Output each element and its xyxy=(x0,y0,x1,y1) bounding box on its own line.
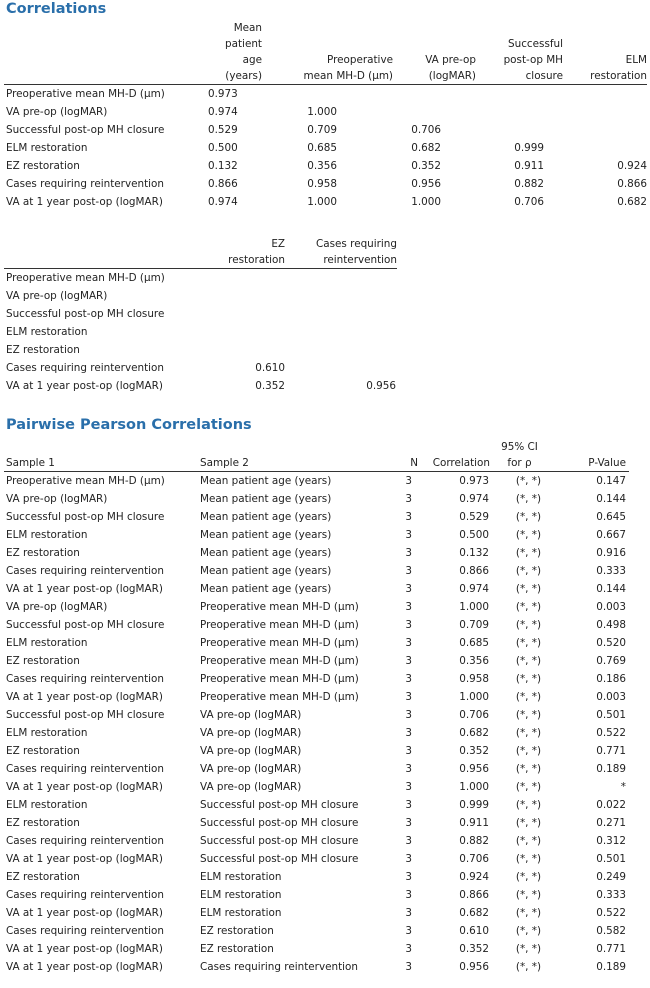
correlation-cell: 0.866 xyxy=(459,565,489,577)
matrix-cell xyxy=(476,85,563,104)
sample2-cell: VA pre-op (logMAR) xyxy=(200,727,302,739)
matrix-cell: 0.529 xyxy=(208,124,238,136)
matrix-row-label: Successful post-op MH closure xyxy=(6,308,165,320)
matrix-1-col-header: Successful post-op MH closure xyxy=(476,20,563,85)
pvalue-cell: 0.769 xyxy=(596,655,626,667)
pvalue-cell: 0.771 xyxy=(596,943,626,955)
matrix-row-label: EZ restoration xyxy=(6,160,80,172)
matrix-cell: 0.866 xyxy=(208,178,238,190)
matrix-cell: 0.866 xyxy=(617,178,647,190)
pvalue-cell: 0.333 xyxy=(596,889,626,901)
ci-cell: (*, *) xyxy=(515,835,541,847)
sample1-cell: Cases requiring reintervention xyxy=(6,673,164,685)
correlations-title: Correlations xyxy=(6,1,107,17)
correlation-cell: 0.956 xyxy=(459,763,489,775)
ci-cell: (*, *) xyxy=(515,709,541,721)
sample2-cell: ELM restoration xyxy=(200,889,282,901)
sample1-cell: EZ restoration xyxy=(6,871,80,883)
matrix-1-row xyxy=(4,85,647,104)
correlation-cell: 0.882 xyxy=(459,835,489,847)
sample2-cell: VA pre-op (logMAR) xyxy=(200,763,302,775)
correlation-cell: 0.706 xyxy=(459,853,489,865)
matrix-cell: 0.500 xyxy=(208,142,238,154)
matrix-row-label: VA pre-op (logMAR) xyxy=(6,106,108,118)
pairwise-row xyxy=(4,778,629,796)
matrix-cell xyxy=(208,287,285,305)
matrix-cell: 0.882 xyxy=(514,178,544,190)
matrix-row-label: VA at 1 year post-op (logMAR) xyxy=(6,380,163,392)
matrix-cell xyxy=(476,103,563,121)
pvalue-cell: 0.520 xyxy=(596,637,626,649)
pairwise-row xyxy=(4,544,629,562)
correlation-cell: 0.500 xyxy=(459,529,489,541)
sample2-cell: Preoperative mean MH-D (µm) xyxy=(200,655,359,667)
matrix-2-col-header: EZ restoration xyxy=(208,236,285,269)
pairwise-row xyxy=(4,868,629,886)
sample2-cell: EZ restoration xyxy=(200,925,274,937)
ci-cell: (*, *) xyxy=(515,853,541,865)
sample1-cell: VA pre-op (logMAR) xyxy=(6,601,108,613)
matrix-2-row xyxy=(4,269,397,288)
matrix-cell xyxy=(563,85,647,104)
sample2-cell: Preoperative mean MH-D (µm) xyxy=(200,601,359,613)
pairwise-row xyxy=(4,598,629,616)
matrix-2-row xyxy=(4,341,397,359)
correlation-cell: 0.610 xyxy=(459,925,489,937)
pairwise-row xyxy=(4,652,629,670)
matrix-cell: 0.974 xyxy=(208,196,238,208)
matrix-cell: 0.973 xyxy=(208,88,238,100)
ci-cell: (*, *) xyxy=(515,727,541,739)
pvalue-header: P-Value xyxy=(549,455,629,472)
correlation-cell: 0.682 xyxy=(459,907,489,919)
matrix-cell: 0.706 xyxy=(411,124,441,136)
matrix-row-label: ELM restoration xyxy=(6,326,88,338)
matrix-cell xyxy=(208,341,285,359)
ci-cell: (*, *) xyxy=(515,745,541,757)
matrix-cell xyxy=(208,323,285,341)
pvalue-cell: 0.003 xyxy=(596,691,626,703)
pvalue-cell: 0.186 xyxy=(596,673,626,685)
correlation-cell: 0.974 xyxy=(459,493,489,505)
matrix-cell xyxy=(285,287,397,305)
matrix-cell: 1.000 xyxy=(307,196,337,208)
pairwise-header-row xyxy=(4,455,629,472)
ci-cell: (*, *) xyxy=(515,691,541,703)
pairwise-row xyxy=(4,508,629,526)
pairwise-row xyxy=(4,670,629,688)
pvalue-cell: 0.333 xyxy=(596,565,626,577)
ci-cell: (*, *) xyxy=(515,925,541,937)
ci-cell: (*, *) xyxy=(515,889,541,901)
sample2-cell: Successful post-op MH closure xyxy=(200,853,359,865)
correlation-cell: 0.973 xyxy=(459,475,489,487)
sample1-cell: VA pre-op (logMAR) xyxy=(6,493,108,505)
n-cell: 3 xyxy=(405,781,412,793)
n-cell: 3 xyxy=(405,565,412,577)
correlation-cell: 0.356 xyxy=(459,655,489,667)
pairwise-table xyxy=(4,439,629,976)
correlation-cell: 0.958 xyxy=(459,673,489,685)
sample2-cell: Cases requiring reintervention xyxy=(200,961,358,973)
n-cell: 3 xyxy=(405,763,412,775)
n-cell: 3 xyxy=(405,745,412,757)
n-cell: 3 xyxy=(405,853,412,865)
sample2-cell: VA pre-op (logMAR) xyxy=(200,745,302,757)
matrix-1-col-header: VA pre-op (logMAR) xyxy=(393,20,476,85)
sample1-cell: Cases requiring reintervention xyxy=(6,835,164,847)
matrix-cell: 0.956 xyxy=(411,178,441,190)
matrix-cell xyxy=(476,121,563,139)
matrix-1-row xyxy=(4,193,647,211)
matrix-cell: 0.958 xyxy=(307,178,337,190)
matrix-2-row xyxy=(4,323,397,341)
matrix-cell: 0.132 xyxy=(208,160,238,172)
ci-cell: (*, *) xyxy=(515,529,541,541)
n-cell: 3 xyxy=(405,511,412,523)
sample1-cell: VA at 1 year post-op (logMAR) xyxy=(6,853,163,865)
correlation-cell: 0.974 xyxy=(459,583,489,595)
correlation-cell: 0.529 xyxy=(459,511,489,523)
sample1-cell: Successful post-op MH closure xyxy=(6,511,165,523)
matrix-2-row xyxy=(4,359,397,377)
sample2-cell: Mean patient age (years) xyxy=(200,493,332,505)
correlation-cell: 0.866 xyxy=(459,889,489,901)
matrix-cell xyxy=(285,341,397,359)
matrix-2-row xyxy=(4,305,397,323)
n-cell: 3 xyxy=(405,475,412,487)
pairwise-row xyxy=(4,562,629,580)
correlation-cell: 0.924 xyxy=(459,871,489,883)
pvalue-cell: 0.312 xyxy=(596,835,626,847)
matrix-1-row xyxy=(4,139,647,157)
sample2-cell: VA pre-op (logMAR) xyxy=(200,709,302,721)
sample1-cell: Cases requiring reintervention xyxy=(6,763,164,775)
pairwise-row xyxy=(4,526,629,544)
pvalue-cell: 0.645 xyxy=(596,511,626,523)
n-cell: 3 xyxy=(405,925,412,937)
ci-cell: (*, *) xyxy=(515,655,541,667)
pvalue-cell: 0.522 xyxy=(596,907,626,919)
correlation-cell: 0.132 xyxy=(459,547,489,559)
pairwise-row xyxy=(4,850,629,868)
sample2-cell: Preoperative mean MH-D (µm) xyxy=(200,619,359,631)
sample1-cell: VA at 1 year post-op (logMAR) xyxy=(6,907,163,919)
sample2-cell: VA pre-op (logMAR) xyxy=(200,781,302,793)
ci-cell: (*, *) xyxy=(515,781,541,793)
sample1-cell: Cases requiring reintervention xyxy=(6,889,164,901)
matrix-row-label: VA pre-op (logMAR) xyxy=(6,290,108,302)
matrix-cell: 0.999 xyxy=(514,142,544,154)
correlation-cell: 0.706 xyxy=(459,709,489,721)
sample2-cell: Preoperative mean MH-D (µm) xyxy=(200,673,359,685)
matrix-1-col-header: ELM restoration xyxy=(563,20,647,85)
matrix-row-label: VA at 1 year post-op (logMAR) xyxy=(6,196,163,208)
pvalue-cell: * xyxy=(620,781,626,793)
sample2-cell: Mean patient age (years) xyxy=(200,529,332,541)
n-cell: 3 xyxy=(405,835,412,847)
matrix-cell xyxy=(262,85,393,104)
sample2-cell: ELM restoration xyxy=(200,907,282,919)
sample2-cell: Preoperative mean MH-D (µm) xyxy=(200,691,359,703)
ci-cell: (*, *) xyxy=(515,961,541,973)
matrix-cell xyxy=(208,269,285,288)
ci-cell: (*, *) xyxy=(515,763,541,775)
matrix-row-label: ELM restoration xyxy=(6,142,88,154)
sample2-cell: ELM restoration xyxy=(200,871,282,883)
pvalue-cell: 0.501 xyxy=(596,709,626,721)
matrix-cell xyxy=(393,85,476,104)
sample2-cell: Mean patient age (years) xyxy=(200,511,332,523)
ci-cell: (*, *) xyxy=(515,799,541,811)
pvalue-cell: 0.249 xyxy=(596,871,626,883)
sample1-cell: Successful post-op MH closure xyxy=(6,619,165,631)
sample1-cell: EZ restoration xyxy=(6,547,80,559)
sample1-cell: Successful post-op MH closure xyxy=(6,709,165,721)
matrix-1-col-header: Preoperative mean MH-D (µm) xyxy=(262,20,393,85)
n-cell: 3 xyxy=(405,691,412,703)
pairwise-row xyxy=(4,490,629,508)
pairwise-row xyxy=(4,940,629,958)
matrix-1-row xyxy=(4,157,647,175)
n-cell: 3 xyxy=(405,889,412,901)
matrix-2-header-row xyxy=(4,236,397,269)
pairwise-row xyxy=(4,904,629,922)
correlation-header: Correlation xyxy=(418,455,490,472)
ci-cell: (*, *) xyxy=(515,619,541,631)
matrix-cell: 0.356 xyxy=(307,160,337,172)
sample1-cell: ELM restoration xyxy=(6,727,88,739)
sample2-cell: EZ restoration xyxy=(200,943,274,955)
sample2-cell: Preoperative mean MH-D (µm) xyxy=(200,637,359,649)
n-cell: 3 xyxy=(405,799,412,811)
matrix-cell: 0.706 xyxy=(514,196,544,208)
pvalue-cell: 0.771 xyxy=(596,745,626,757)
pvalue-cell: 0.147 xyxy=(596,475,626,487)
matrix-cell: 0.352 xyxy=(411,160,441,172)
n-cell: 3 xyxy=(405,619,412,631)
pairwise-row xyxy=(4,958,629,976)
pvalue-cell: 0.498 xyxy=(596,619,626,631)
n-cell: 3 xyxy=(405,493,412,505)
matrix-cell: 0.610 xyxy=(255,362,285,374)
correlation-cell: 0.956 xyxy=(459,961,489,973)
correlation-cell: 1.000 xyxy=(459,691,489,703)
pvalue-cell: 0.916 xyxy=(596,547,626,559)
pvalue-cell: 0.189 xyxy=(596,961,626,973)
pvalue-cell: 0.582 xyxy=(596,925,626,937)
n-cell: 3 xyxy=(405,907,412,919)
pairwise-row xyxy=(4,724,629,742)
n-cell: 3 xyxy=(405,871,412,883)
sample1-cell: Cases requiring reintervention xyxy=(6,565,164,577)
matrix-2-row xyxy=(4,287,397,305)
matrix-1-header-row xyxy=(4,20,647,85)
n-cell: 3 xyxy=(405,655,412,667)
n-cell: 3 xyxy=(405,601,412,613)
matrix-row-label: Successful post-op MH closure xyxy=(6,124,165,136)
correlation-cell: 1.000 xyxy=(459,601,489,613)
sample1-cell: VA at 1 year post-op (logMAR) xyxy=(6,943,163,955)
matrix-cell xyxy=(285,269,397,288)
pairwise-row xyxy=(4,832,629,850)
matrix-1-row xyxy=(4,121,647,139)
matrix-cell: 1.000 xyxy=(307,106,337,118)
pairwise-row xyxy=(4,616,629,634)
correlation-cell: 0.911 xyxy=(459,817,489,829)
correlation-cell: 0.682 xyxy=(459,727,489,739)
sample1-cell: EZ restoration xyxy=(6,817,80,829)
pairwise-row xyxy=(4,688,629,706)
correlation-cell: 1.000 xyxy=(459,781,489,793)
sample2-cell: Successful post-op MH closure xyxy=(200,835,359,847)
matrix-cell xyxy=(285,323,397,341)
pairwise-row xyxy=(4,760,629,778)
matrix-cell xyxy=(285,305,397,323)
ci-cell: (*, *) xyxy=(515,601,541,613)
sample1-header: Sample 1 xyxy=(4,455,198,472)
n-cell: 3 xyxy=(405,943,412,955)
sample1-cell: Preoperative mean MH-D (µm) xyxy=(6,475,165,487)
sample2-cell: Mean patient age (years) xyxy=(200,583,332,595)
ci-cell: (*, *) xyxy=(515,907,541,919)
sample2-cell: Mean patient age (years) xyxy=(200,565,332,577)
matrix-row-label: Preoperative mean MH-D (µm) xyxy=(6,272,165,284)
pairwise-row xyxy=(4,706,629,724)
sample1-cell: EZ restoration xyxy=(6,655,80,667)
ci-cell: (*, *) xyxy=(515,817,541,829)
matrix-row-label: Preoperative mean MH-D (µm) xyxy=(6,88,165,100)
ci-cell: (*, *) xyxy=(515,511,541,523)
ci-cell: (*, *) xyxy=(515,565,541,577)
pairwise-row xyxy=(4,796,629,814)
sample1-cell: VA at 1 year post-op (logMAR) xyxy=(6,583,163,595)
pairwise-row xyxy=(4,742,629,760)
ci-cell: (*, *) xyxy=(515,943,541,955)
n-cell: 3 xyxy=(405,529,412,541)
matrix-cell: 0.924 xyxy=(617,160,647,172)
correlation-matrix-1 xyxy=(4,20,647,211)
n-cell: 3 xyxy=(405,727,412,739)
matrix-cell: 0.956 xyxy=(366,380,396,392)
matrix-cell: 0.911 xyxy=(514,160,544,172)
matrix-cell: 0.709 xyxy=(307,124,337,136)
correlation-cell: 0.999 xyxy=(459,799,489,811)
pairwise-row xyxy=(4,922,629,940)
matrix-cell: 0.352 xyxy=(255,380,285,392)
matrix-cell xyxy=(208,305,285,323)
ci-cell: (*, *) xyxy=(515,583,541,595)
correlation-cell: 0.352 xyxy=(459,745,489,757)
ci-header-top: 95% CI xyxy=(501,441,538,453)
pairwise-header-top-row xyxy=(4,439,629,455)
ci-cell: (*, *) xyxy=(515,871,541,883)
sample1-cell: ELM restoration xyxy=(6,529,88,541)
pvalue-cell: 0.501 xyxy=(596,853,626,865)
ci-cell: (*, *) xyxy=(515,547,541,559)
matrix-cell xyxy=(285,359,397,377)
ci-cell: (*, *) xyxy=(515,673,541,685)
matrix-row-label: Cases requiring reintervention xyxy=(6,362,164,374)
pairwise-title: Pairwise Pearson Correlations xyxy=(6,417,252,433)
sample1-cell: Cases requiring reintervention xyxy=(6,925,164,937)
sample1-cell: ELM restoration xyxy=(6,637,88,649)
matrix-cell xyxy=(563,139,647,157)
matrix-cell xyxy=(393,103,476,121)
pairwise-row xyxy=(4,634,629,652)
matrix-cell: 0.685 xyxy=(307,142,337,154)
matrix-cell: 0.974 xyxy=(208,106,238,118)
ci-cell: (*, *) xyxy=(515,475,541,487)
pairwise-row xyxy=(4,580,629,598)
pvalue-cell: 0.271 xyxy=(596,817,626,829)
sample2-cell: Mean patient age (years) xyxy=(200,547,332,559)
pairwise-row xyxy=(4,472,629,491)
correlation-matrix-2 xyxy=(4,236,397,395)
sample1-cell: VA at 1 year post-op (logMAR) xyxy=(6,961,163,973)
matrix-cell xyxy=(563,103,647,121)
matrix-2-row xyxy=(4,377,397,395)
matrix-1-corner xyxy=(4,20,208,85)
sample1-cell: EZ restoration xyxy=(6,745,80,757)
pvalue-cell: 0.189 xyxy=(596,763,626,775)
pvalue-cell: 0.022 xyxy=(596,799,626,811)
sample2-header: Sample 2 xyxy=(198,455,390,472)
pairwise-row xyxy=(4,814,629,832)
ci-header-bottom: for ρ xyxy=(490,455,549,472)
matrix-cell: 0.682 xyxy=(411,142,441,154)
pvalue-cell: 0.003 xyxy=(596,601,626,613)
n-cell: 3 xyxy=(405,673,412,685)
ci-cell: (*, *) xyxy=(515,637,541,649)
matrix-2-corner xyxy=(4,236,208,269)
matrix-cell: 0.682 xyxy=(617,196,647,208)
matrix-1-row xyxy=(4,175,647,193)
n-cell: 3 xyxy=(405,817,412,829)
correlation-cell: 0.709 xyxy=(459,619,489,631)
matrix-cell: 1.000 xyxy=(411,196,441,208)
ci-cell: (*, *) xyxy=(515,493,541,505)
pvalue-cell: 0.144 xyxy=(596,493,626,505)
n-cell: 3 xyxy=(405,637,412,649)
n-cell: 3 xyxy=(405,709,412,721)
pvalue-cell: 0.144 xyxy=(596,583,626,595)
pvalue-cell: 0.522 xyxy=(596,727,626,739)
matrix-1-col-header: Mean patient age (years) xyxy=(208,20,262,85)
pairwise-row xyxy=(4,886,629,904)
sample1-cell: VA at 1 year post-op (logMAR) xyxy=(6,781,163,793)
sample1-cell: VA at 1 year post-op (logMAR) xyxy=(6,691,163,703)
correlation-cell: 0.685 xyxy=(459,637,489,649)
n-cell: 3 xyxy=(405,961,412,973)
matrix-1-row xyxy=(4,103,647,121)
matrix-row-label: EZ restoration xyxy=(6,344,80,356)
n-header: N xyxy=(390,455,418,472)
sample1-cell: ELM restoration xyxy=(6,799,88,811)
matrix-row-label: Cases requiring reintervention xyxy=(6,178,164,190)
matrix-2-col-header: Cases requiring reintervention xyxy=(285,236,397,269)
n-cell: 3 xyxy=(405,583,412,595)
correlation-cell: 0.352 xyxy=(459,943,489,955)
matrix-cell xyxy=(563,121,647,139)
sample2-cell: Mean patient age (years) xyxy=(200,475,332,487)
n-cell: 3 xyxy=(405,547,412,559)
pvalue-cell: 0.667 xyxy=(596,529,626,541)
sample2-cell: Successful post-op MH closure xyxy=(200,817,359,829)
sample2-cell: Successful post-op MH closure xyxy=(200,799,359,811)
